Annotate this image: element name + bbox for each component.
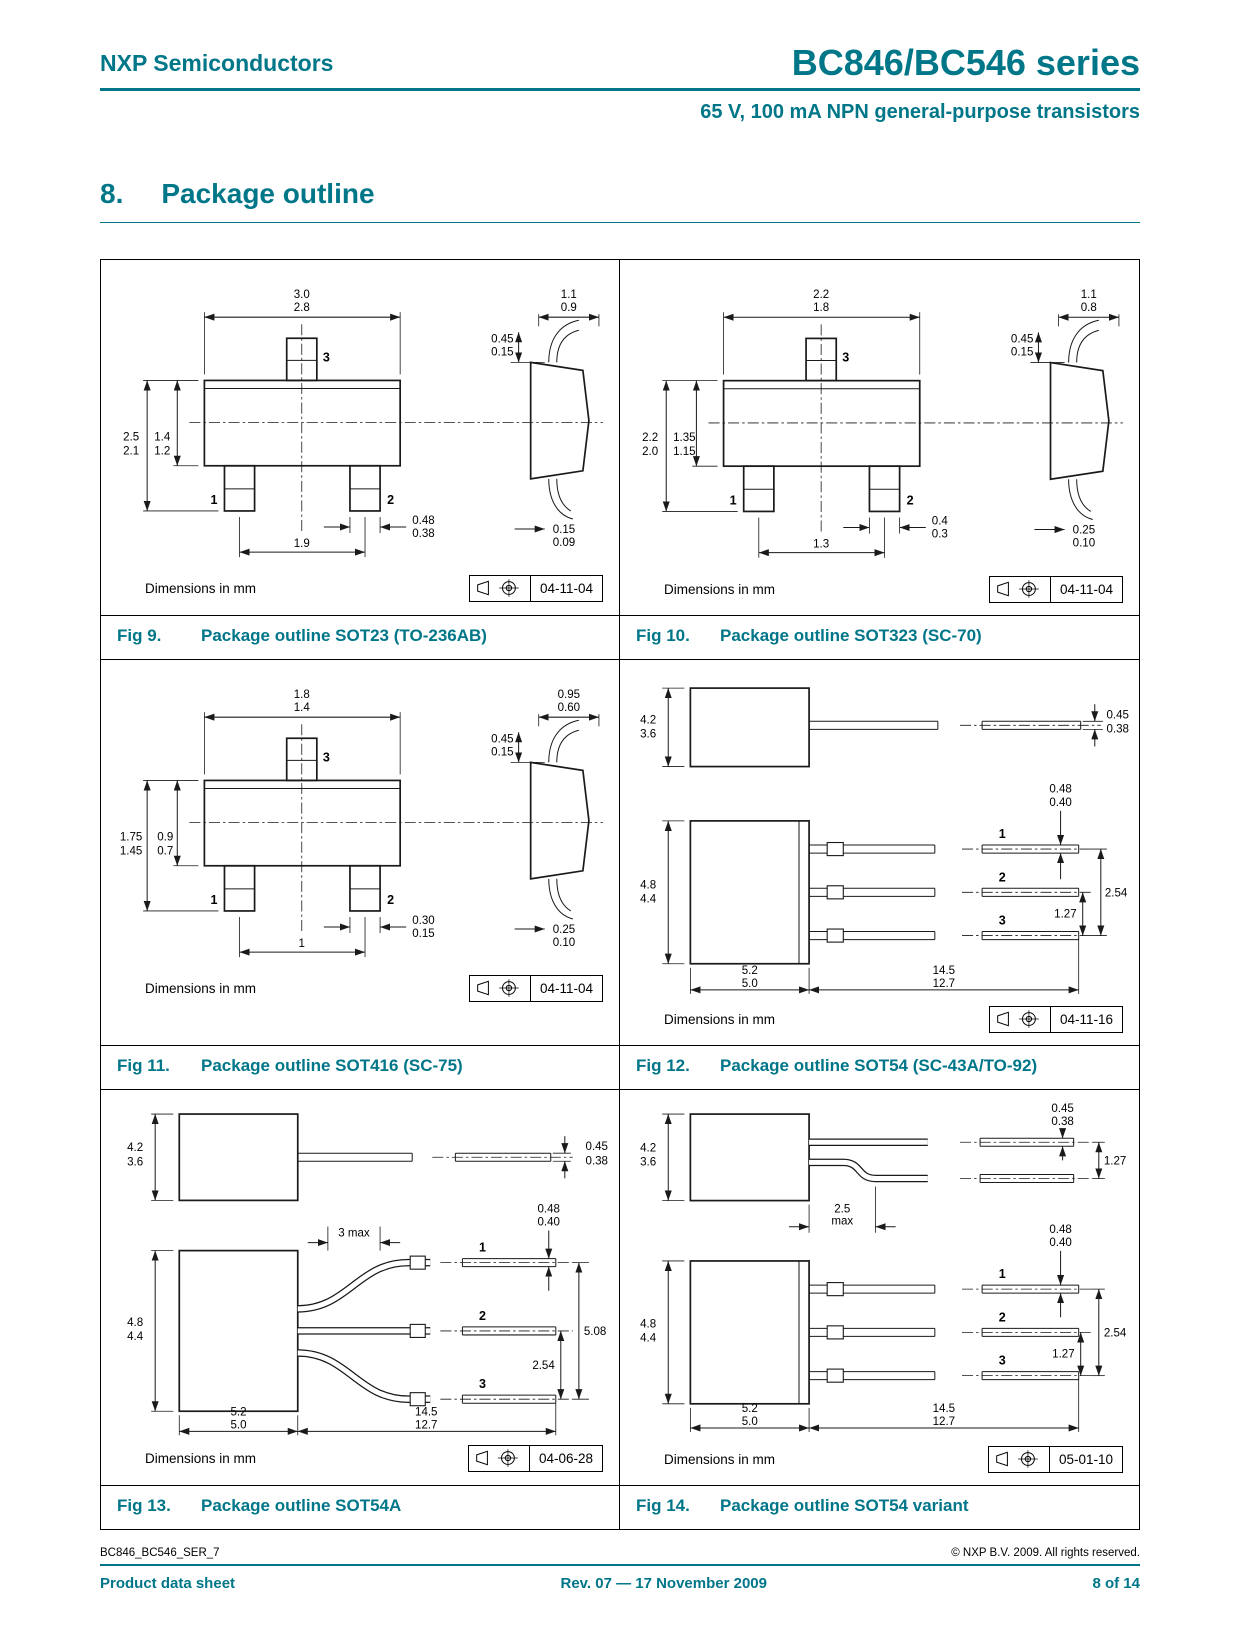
dimensions-note: Dimensions in mm [145,580,257,596]
dim-label: 0.40 [537,1216,560,1229]
dim-label: 1.45 [119,845,143,858]
dim-label: 0.45 [1010,333,1034,346]
dim-label: 2.8 [293,301,310,314]
dim-label: 1.4 [154,431,171,444]
dim-label: 3.6 [640,727,657,740]
figure-panel-fig13 [101,1090,620,1529]
dim-label: 12.7 [932,1415,956,1428]
dim-label: 0.45 [1106,708,1129,721]
dim-label: 0.38 [1051,1115,1074,1128]
dim-label: 5.0 [230,1418,247,1431]
sot323-package-drawing [628,270,1131,572]
dim-label: 0.38 [1106,722,1129,735]
dim-label: 2.1 [123,445,140,458]
dimensions-note: Dimensions in mm [664,1451,776,1467]
dim-label: 0.48 [1049,1223,1072,1236]
issue-date: 04-11-16 [1050,1006,1123,1033]
page-number: 8 of 14 [1092,1575,1140,1592]
figure-number: Fig 12. [636,1055,690,1075]
dim-label: 1.4 [293,701,310,714]
figure-number: Fig 10. [636,625,690,645]
dim-label: 1.75 [119,831,143,844]
dim-label: 3.0 [293,288,310,301]
pin-label: 3 [478,1376,486,1391]
pin-label: 2 [998,1309,1006,1324]
dim-label: 0.40 [1049,1236,1072,1249]
projection-symbol-icon [995,1009,1045,1029]
figure-panel-fig9 [101,260,620,660]
side-view [179,1114,573,1200]
sot23-package-drawing [109,270,611,571]
issue-date: 05-01-10 [1049,1446,1123,1473]
pin-label: 2 [478,1308,486,1323]
side-view [531,720,589,919]
side-view [531,320,589,519]
figure-number: Fig 11. [117,1055,170,1075]
projection-symbol-icon [475,578,525,598]
dim-label: 1.35 [673,431,696,444]
centerlines [708,324,1122,533]
front-view [724,338,920,511]
dim-label: 1.15 [673,445,696,458]
pin-label: 3 [322,749,330,764]
dim-label: 5.0 [741,977,758,990]
pin-label: 1 [998,826,1006,841]
dim-label: 5.0 [741,1415,758,1428]
projection-symbol-icon [994,1449,1044,1469]
dim-label: 0.40 [1049,796,1072,809]
projection-symbol-icon [995,579,1045,599]
figure-caption [101,615,619,659]
front-view [690,820,1090,963]
revision-stamp [469,975,603,1002]
dim-label: 0.09 [552,536,576,549]
dim-label: 0.15 [491,346,514,359]
pin-label: 1 [729,493,737,508]
issue-date: 04-11-04 [530,575,603,602]
front-view [179,1250,573,1411]
page-footer [100,1547,1140,1592]
sot23-drawing-area [101,260,619,571]
dim-label: 4.4 [640,1331,657,1344]
dim-label: 5.2 [230,1405,247,1418]
dim-label: 1.1 [1080,288,1097,301]
dim-label: 2.0 [642,445,659,458]
dim-label: 0.15 [491,745,514,758]
dim-label: 0.9 [157,831,174,844]
dimensions-note: Dimensions in mm [664,1011,776,1027]
dim-label: 5.08 [583,1325,607,1338]
figure-caption [620,615,1139,659]
dim-label: 0.45 [585,1140,608,1153]
document-subtitle: 65 V, 100 mA NPN general-purpose transistors [700,100,1140,123]
dim-label: 4.2 [640,713,657,726]
dim-label: 5.2 [741,964,758,977]
dim-label: 5.2 [741,1402,758,1415]
projection-symbol-icon [475,978,525,998]
dim-label: 1.3 [813,538,830,551]
figure-caption [620,1045,1139,1089]
projection-symbol [989,576,1051,603]
pin-label: 3 [998,1353,1006,1368]
dim-label: 0.48 [537,1203,560,1216]
dim-label: 1.27 [1103,1154,1127,1167]
dim-label: 12.7 [932,977,956,990]
dim-label: 1.8 [813,302,830,315]
dim-label: 2.5 [834,1203,851,1216]
figure-number: Fig 13. [117,1495,171,1515]
figure-title: Package outline SOT54 variant [720,1495,969,1515]
dim-label: 3.6 [127,1155,144,1168]
section-number: 8. [100,177,124,209]
revision-date: Rev. 07 — 17 November 2009 [560,1575,767,1592]
pin-label: 3 [322,350,330,365]
sot416-package-drawing [109,670,611,971]
dim-label: 0.9 [560,301,577,314]
pin-label: 1 [998,1266,1006,1281]
pin-label: 2 [387,492,395,507]
dim-label: 0.15 [1010,346,1034,359]
dim-label: 1 [298,937,305,950]
revision-stamp [989,576,1123,603]
dim-label: 0.25 [1072,524,1096,537]
figure-panel-fig12 [620,660,1139,1090]
dim-label: 2.54 [532,1359,555,1372]
dim-label: 4.2 [640,1141,657,1154]
page-header [100,44,1140,124]
header-rule [100,88,1140,91]
sot54-drawing-area [620,660,1139,1002]
dim-label: 1.27 [1052,1348,1075,1361]
dim-label: 0.45 [1051,1102,1074,1115]
projection-symbol [468,1445,530,1472]
dim-label: 0.3 [931,528,948,541]
dim-label: 0.4 [931,515,948,528]
dim-label: 0.48 [1049,783,1072,796]
section-heading [100,178,1140,210]
document-title: BC846/BC546 series [791,42,1140,83]
dim-label: 0.7 [157,845,174,858]
figure-title: Package outline SOT323 (SC-70) [720,625,982,645]
revision-stamp [468,1445,603,1472]
dim-label: 0.45 [491,333,514,346]
figure-title: Package outline SOT23 (TO-236AB) [201,625,487,645]
dim-label: 4.8 [640,878,657,891]
document-type: Product data sheet [100,1575,236,1592]
footer-rule [100,1564,1140,1566]
projection-symbol [988,1446,1050,1473]
dimensions-note: Dimensions in mm [664,581,776,597]
issue-date: 04-06-28 [529,1445,603,1472]
figure-panel-fig14 [620,1090,1139,1529]
revision-stamp [989,1006,1123,1033]
side-view [690,688,1100,766]
dim-label: 0.45 [491,732,514,745]
dimension-lines [662,1114,1105,1432]
projection-symbol [469,975,531,1002]
dim-label: 0.25 [552,923,576,936]
dim-label: 3.6 [640,1155,657,1168]
figure-panel-fig11 [101,660,620,1090]
section-title: Package outline [161,177,375,209]
figure-number: Fig 9. [117,625,162,645]
side-view [1051,320,1109,519]
side-view [690,1114,1092,1201]
sot54a-drawing-area [101,1090,619,1441]
pin-label: 1 [478,1240,486,1255]
dim-label: 12.7 [415,1418,438,1431]
dim-label: 0.60 [557,701,581,714]
dimensions-note: Dimensions in mm [145,980,257,996]
dim-label: 0.8 [1080,302,1097,315]
sot54a-package-drawing [109,1100,611,1441]
dim-label: 0.48 [412,514,435,527]
document-id: BC846_BC546_SER_7 [100,1547,220,1559]
sot54-variant-drawing-area [620,1090,1139,1442]
dim-label: 2.2 [813,288,830,301]
dim-label: 1.27 [1054,908,1077,921]
dim-label: max [831,1215,854,1228]
dim-label: 0.38 [585,1154,608,1167]
pin-label: 2 [998,869,1006,884]
dim-label: 4.4 [127,1330,144,1343]
figure-caption [101,1045,619,1089]
section-rule [100,222,1140,223]
dim-label: 1.1 [560,288,577,301]
dimension-labels [640,709,1129,990]
figure-number: Fig 14. [636,1495,690,1515]
dim-label: 2.54 [1104,886,1128,899]
dim-label: 14.5 [932,964,956,977]
projection-symbol-icon [474,1448,524,1468]
figure-title: Package outline SOT54 (SC-43A/TO-92) [720,1055,1038,1075]
issue-date: 04-11-04 [1050,576,1123,603]
figure-title: Package outline SOT416 (SC-75) [201,1055,463,1075]
pin-label: 2 [387,892,395,907]
dim-label: 1.8 [293,688,310,701]
projection-symbol [989,1006,1051,1033]
dim-label: 0.15 [552,523,576,536]
figure-title: Package outline SOT54A [201,1495,402,1515]
dim-label: 1.2 [154,445,171,458]
pin-label: 1 [210,892,218,907]
issue-date: 04-11-04 [530,975,603,1002]
copyright-notice: © NXP B.V. 2009. All rights reserved. [951,1547,1140,1559]
dim-label: 2.54 [1103,1326,1127,1339]
front-view [690,1261,1090,1404]
dim-label: 4.8 [127,1316,144,1329]
dimensions-note: Dimensions in mm [145,1450,257,1466]
dim-label: 4.8 [640,1317,657,1330]
dim-label: 3 max [338,1227,370,1240]
sot323-drawing-area [620,260,1139,572]
dim-label: 0.30 [412,914,435,927]
dim-label: 0.10 [1072,537,1096,550]
revision-stamp [469,575,603,602]
dim-label: 0.95 [557,688,581,701]
dim-label: 4.4 [640,892,657,905]
revision-stamp [988,1446,1123,1473]
pin-label: 3 [998,913,1006,928]
centerlines [189,324,603,533]
pin-label: 2 [906,493,914,508]
dim-label: 0.38 [412,527,435,540]
sot416-drawing-area [101,660,619,971]
figure-caption [620,1485,1139,1529]
centerlines [189,724,603,933]
dim-label: 2.2 [642,431,659,444]
pin-label: 3 [842,350,850,365]
sot54-variant-package-drawing [628,1100,1131,1442]
dim-label: 0.15 [412,927,435,940]
sot54-package-drawing [628,670,1131,1002]
dimension-lines [662,688,1107,994]
figure-caption [101,1485,619,1529]
package-outline-grid [100,259,1140,1530]
pin-label: 1 [210,492,218,507]
dim-label: 1.9 [293,537,310,550]
projection-symbol [469,575,531,602]
dim-label: 4.2 [127,1141,144,1154]
dim-label: 14.5 [415,1405,438,1418]
dim-label: 0.10 [552,936,576,949]
dim-label: 14.5 [932,1402,956,1415]
front-view [204,738,400,911]
company-name: NXP Semiconductors [100,49,334,76]
dim-label: 2.5 [123,431,140,444]
front-view [204,338,400,511]
figure-panel-fig10 [620,260,1139,660]
